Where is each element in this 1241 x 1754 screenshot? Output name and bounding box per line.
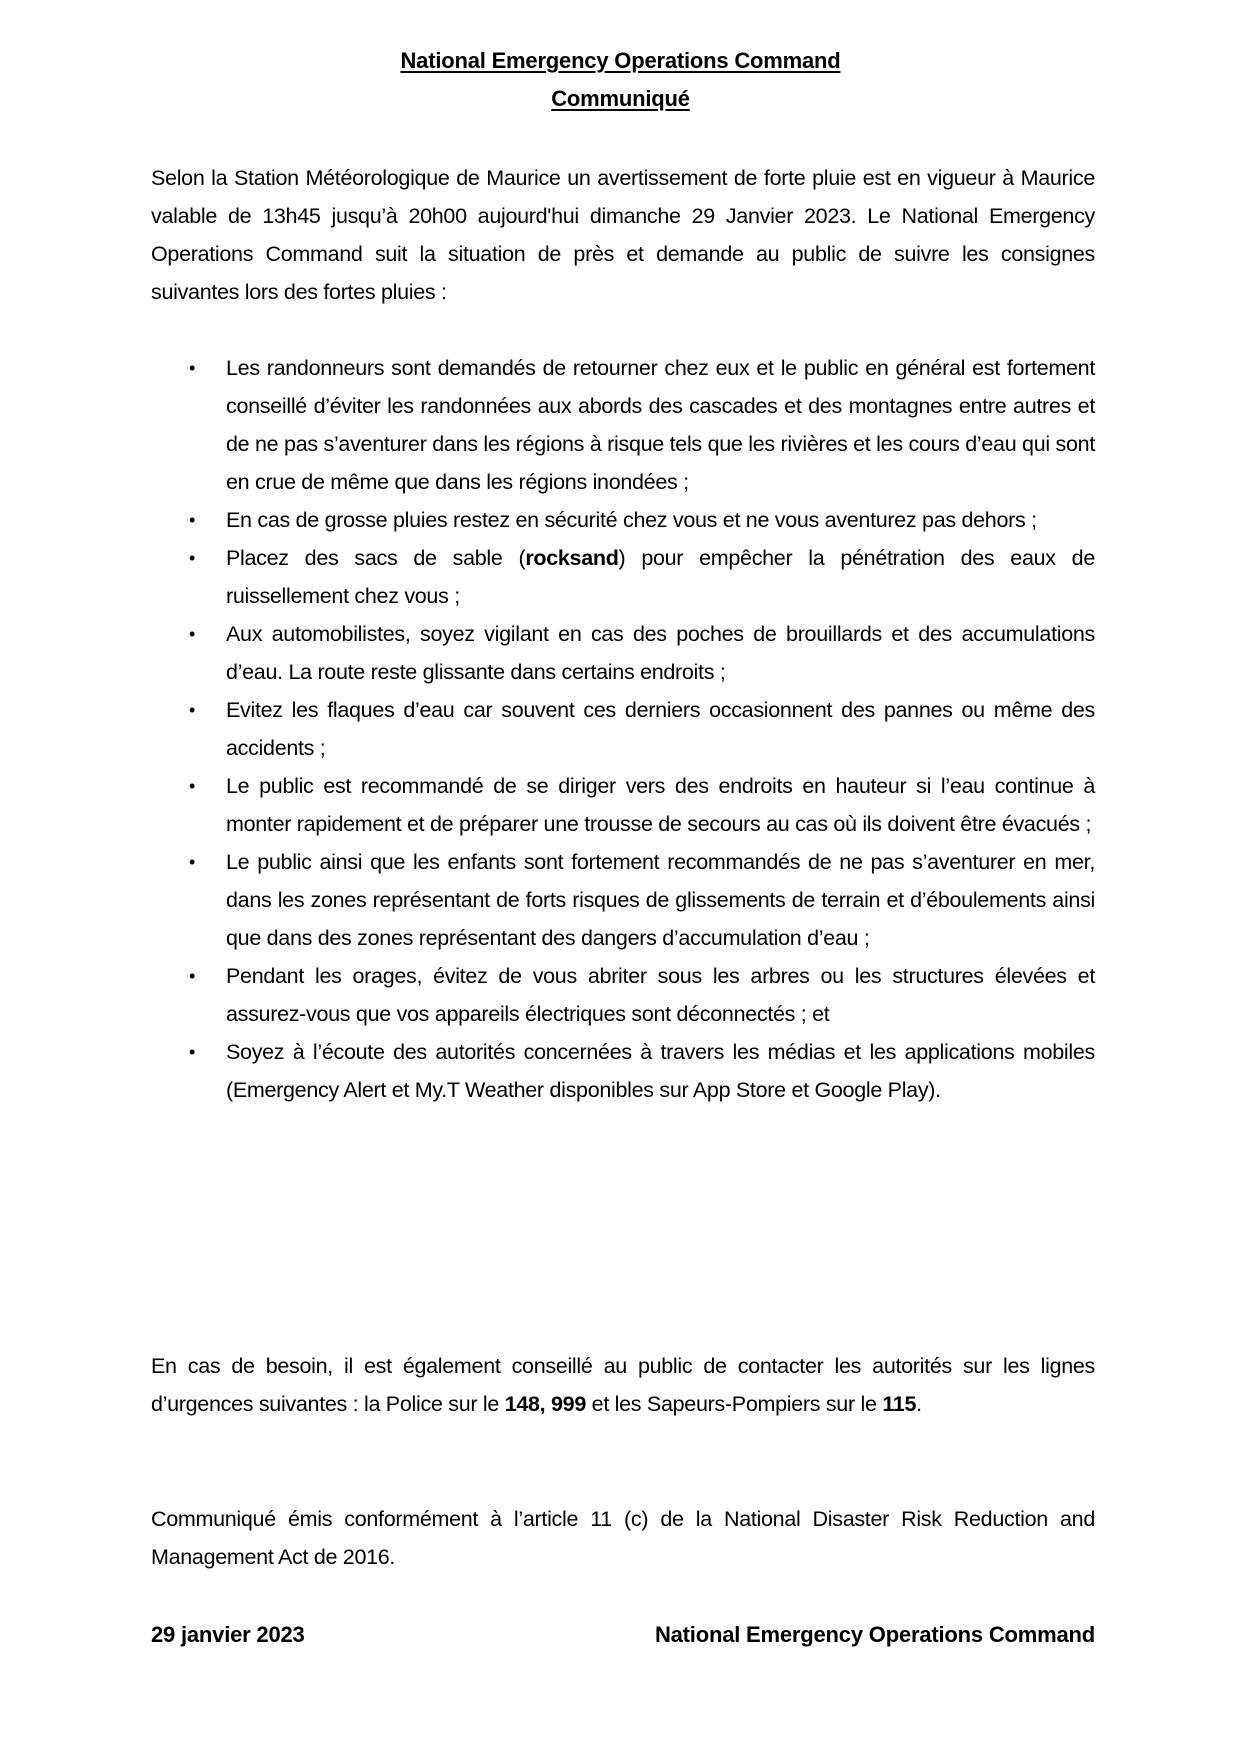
list-item-text: Aux automobilistes, soyez vigilant en cas des poches de brouillards et des accumulations d’eau. La route reste glissante dans certains endroits ;	[226, 622, 1095, 684]
document-subtitle: Communiqué	[551, 86, 690, 111]
list-item	[151, 957, 1095, 1033]
list-item-text: Le public ainsi que les enfants sont fortement recommandés de ne pas s’aventurer en mer, dans les zones représentant de forts risques de glissements de terrain et d’éboulements ainsi que dans des zones représentant des dangers d’accumulation d’eau ;	[226, 850, 1095, 950]
safety-instructions-list	[151, 349, 1095, 1109]
bullet-icon: •	[189, 548, 196, 568]
list-item	[151, 349, 1095, 501]
legal-paragraph: Communiqué émis conformément à l’article 11 (c) de la National Disaster Risk Reduction and Management Act de 2016.	[151, 1507, 1095, 1569]
list-item	[151, 539, 1095, 615]
footer-organization: National Emergency Operations Command	[654, 1622, 1095, 1647]
list-item-text: Le public est recommandé de se diriger vers des endroits en hauteur si l’eau continue à monter rapidement et de préparer une trousse de secours au cas où ils doivent être évacués ;	[226, 774, 1095, 836]
bullet-icon: •	[189, 966, 196, 986]
list-item-bold-term: rocksand	[525, 546, 619, 570]
contact-text-post: .	[916, 1392, 922, 1416]
list-item-text-post: ) pour empêcher la pénétration des eaux de ruissellement chez vous ;	[226, 546, 1095, 608]
document-title: National Emergency Operations Command	[400, 48, 841, 73]
list-item	[151, 691, 1095, 767]
contact-paragraph	[151, 1347, 1095, 1423]
list-item	[151, 615, 1095, 691]
intro-paragraph: Selon la Station Météorologique de Maurice un avertissement de forte pluie est en vigueur à Maurice valable de 13h45 jusqu’à 20h00 aujourd'hui dimanche 29 Janvier 2023. Le National Emergency Operations Command suit la situation de près et demande au public de suivre les consignes suivantes lors des fortes pluies :	[151, 166, 1095, 304]
bullet-icon: •	[189, 510, 196, 530]
bullet-icon: •	[189, 700, 196, 720]
fire-number: 115	[882, 1392, 917, 1416]
contact-text-mid: et les Sapeurs-Pompiers sur le	[586, 1392, 883, 1416]
list-item-text: Soyez à l’écoute des autorités concernées à travers les médias et les applications mobiles (Emergency Alert et My.T Weather disponibles sur App Store et Google Play).	[226, 1040, 1095, 1102]
bullet-icon: •	[189, 1042, 196, 1062]
list-item	[151, 501, 1095, 539]
list-item-text: Evitez les flaques d’eau car souvent ces derniers occasionnent des pannes ou même des accidents ;	[226, 698, 1095, 760]
list-item-text: En cas de grosse pluies restez en sécurité chez vous et ne vous aventurez pas dehors ;	[226, 508, 1037, 532]
list-item-text-pre: Placez des sacs de sable (	[226, 546, 526, 570]
footer-date: 29 janvier 2023	[151, 1622, 305, 1647]
bullet-icon: •	[189, 852, 196, 872]
police-numbers: 148, 999	[504, 1392, 586, 1416]
bullet-icon: •	[189, 358, 196, 378]
list-item	[151, 843, 1095, 957]
list-item-text: Les randonneurs sont demandés de retourner chez eux et le public en général est fortement conseillé d’éviter les randonnées aux abords des cascades et des montagnes entre autres et de ne pas s’aventurer dans les régions à risque tels que les rivières et les cours d’eau qui sont en crue de même que dans les régions inondées ;	[226, 356, 1095, 494]
bullet-icon: •	[189, 624, 196, 644]
bullet-icon: •	[189, 776, 196, 796]
list-item	[151, 767, 1095, 843]
list-item	[151, 1033, 1095, 1109]
list-item-text: Pendant les orages, évitez de vous abriter sous les arbres ou les structures élevées et assurez-vous que vos appareils électriques sont déconnectés ; et	[226, 964, 1095, 1026]
contact-text-pre: En cas de besoin, il est également conseillé au public de contacter les autorités sur les lignes d’urgences suivantes : la Police sur le	[151, 1354, 1095, 1416]
